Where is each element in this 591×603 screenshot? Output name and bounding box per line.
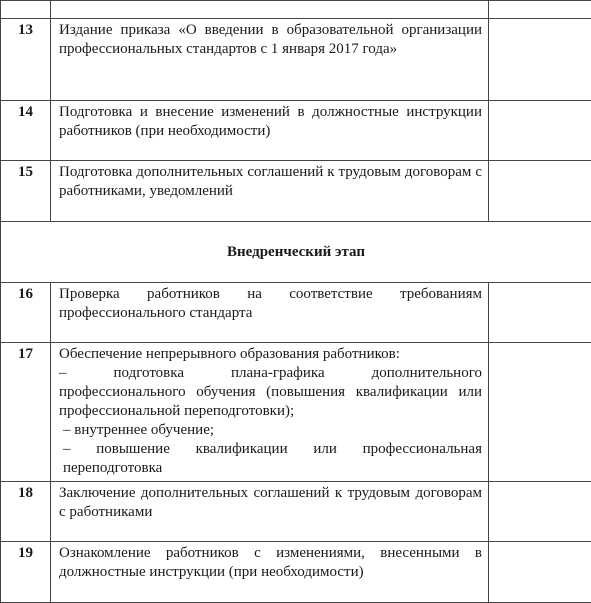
row-text: Проверка работников на соответствие требованиям профессионального стандарта xyxy=(51,283,489,343)
cell-blank xyxy=(489,161,591,222)
cell-blank xyxy=(489,343,591,482)
row-text: Ознакомление работников с изменениями, внесенными в должностные инструкции (при необходимости) xyxy=(51,542,489,603)
cell-blank xyxy=(51,1,489,19)
row-line: – повышение квалификации или профессиональная переподготовка xyxy=(59,440,482,478)
row-number: 17 xyxy=(1,343,51,482)
table-row xyxy=(1,482,591,542)
row-number: 19 xyxy=(1,542,51,603)
cell-blank xyxy=(489,482,591,542)
table-row xyxy=(1,161,591,222)
row-line: – внутреннее обучение; xyxy=(59,421,482,440)
row-text: Подготовка и внесение изменений в должностные инструкции работников (при необходимости) xyxy=(51,101,489,161)
stage-row xyxy=(1,222,591,283)
cell-blank xyxy=(489,19,591,101)
table-row xyxy=(1,101,591,161)
table-row xyxy=(1,283,591,343)
stage-heading: Внедренческий этап xyxy=(1,222,591,283)
row-text: Заключение дополнительных соглашений к трудовым договорам с работниками xyxy=(51,482,489,542)
cell-blank xyxy=(489,1,591,19)
table-row xyxy=(1,542,591,603)
cell-blank xyxy=(489,542,591,603)
row-number: 14 xyxy=(1,101,51,161)
cell-blank xyxy=(1,1,51,19)
row-text-multiline xyxy=(51,343,489,482)
row-number: 13 xyxy=(1,19,51,101)
table-row-top-partial xyxy=(1,1,591,19)
row-line: Обеспечение непрерывного образования работников: xyxy=(59,345,482,364)
row-number: 16 xyxy=(1,283,51,343)
cell-blank xyxy=(489,283,591,343)
row-number: 18 xyxy=(1,482,51,542)
row-text: Издание приказа «О введении в образовательной организации профессиональных стандартов с 1 января 2017 года» xyxy=(51,19,489,101)
table-row xyxy=(1,19,591,101)
table-row xyxy=(1,343,591,482)
row-text: Подготовка дополнительных соглашений к трудовым договорам с работниками, уведомлений xyxy=(51,161,489,222)
cell-blank xyxy=(489,101,591,161)
row-number: 15 xyxy=(1,161,51,222)
row-line: – подготовка плана-графика дополнительного профессионального обучения (повышения квалификации или профессиональной переподготовки); xyxy=(59,364,482,421)
